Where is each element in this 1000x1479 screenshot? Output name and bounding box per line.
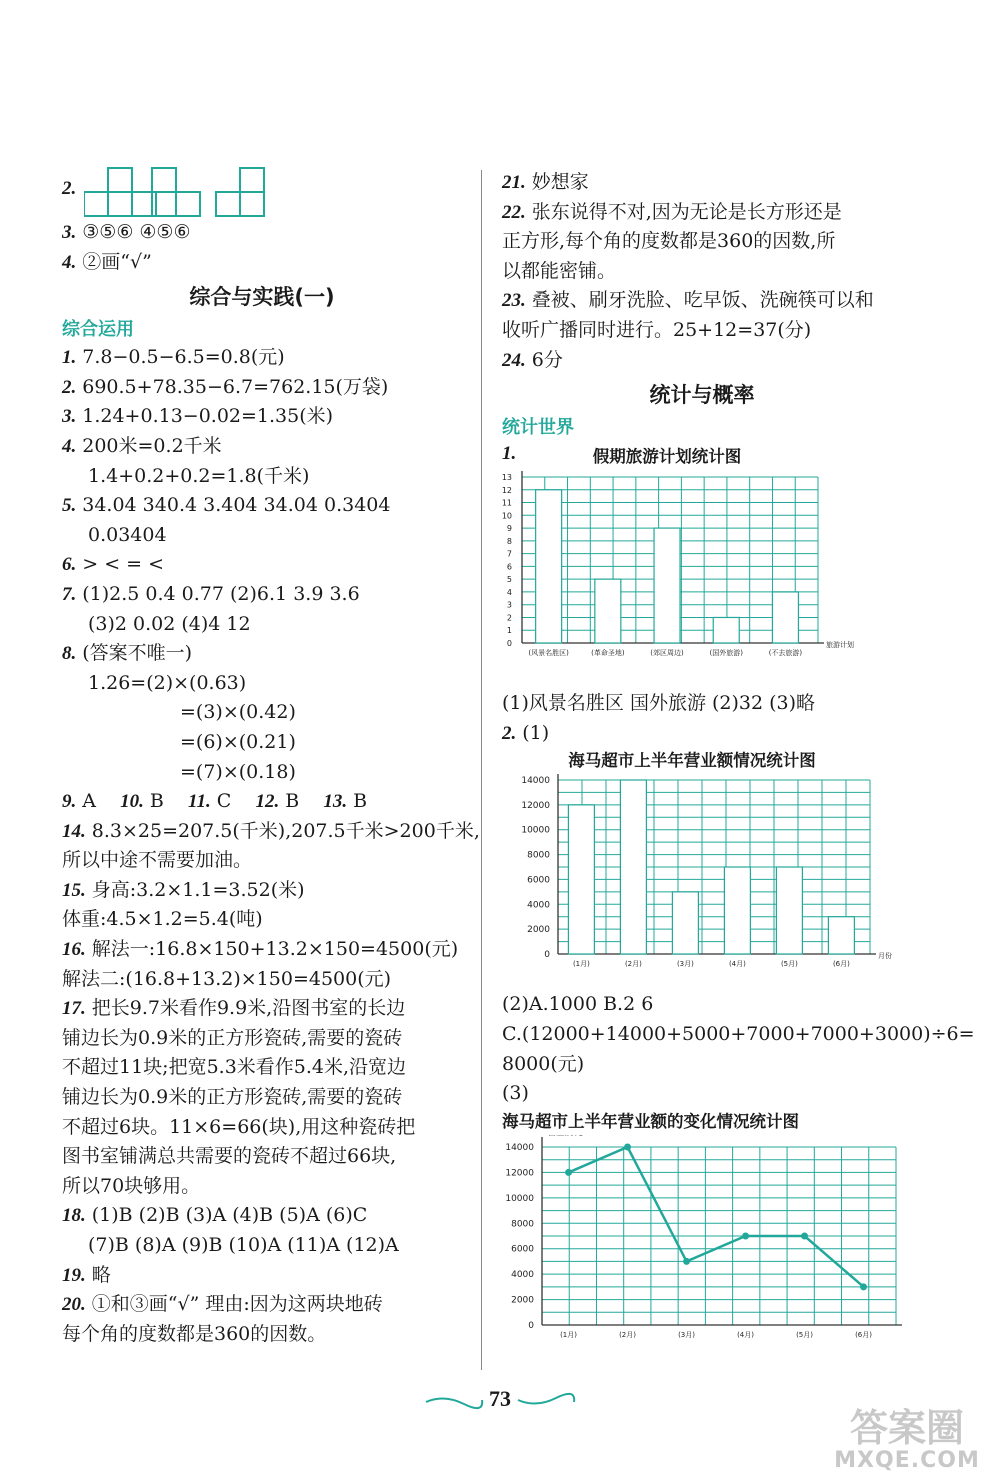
answer-item: 4. 200米=0.2千米 <box>62 434 222 457</box>
answer-continuation: 1.26=(2)×(0.63) <box>88 671 247 694</box>
x-tick-label: (国外旅游) <box>709 649 743 658</box>
y-tick-label: 12 <box>502 485 512 495</box>
bar <box>772 592 798 643</box>
chart-monthly-revenue-bar <box>502 774 902 986</box>
y-tick-label: 3 <box>506 600 512 610</box>
y-axis-label <box>548 1135 583 1137</box>
answer-item: 6. > < = < <box>62 553 165 576</box>
answer-continuation: 不超过6块。11×6=66(块),用这种瓷砖把 <box>62 1115 416 1138</box>
watermark: 答案圈 MXQE.COM <box>834 1406 980 1473</box>
y-tick-label: 4 <box>506 588 512 598</box>
y-tick-label: 12000 <box>505 1168 534 1179</box>
x-axis-label: 旅游计划 <box>826 641 854 650</box>
y-tick-label: 7 <box>506 549 512 559</box>
y-tick-label: 6000 <box>527 875 550 886</box>
right-column <box>502 168 975 1359</box>
answer-continuation: =(6)×(0.21) <box>180 730 296 753</box>
data-point <box>801 1232 808 1239</box>
answer-continuation: 收听广播同时进行。25+12=37(分) <box>502 318 812 341</box>
chart-travel-plan <box>502 471 902 681</box>
answer-item: 19. 略 <box>62 1263 111 1286</box>
bar <box>828 917 854 954</box>
y-tick-label: 10000 <box>505 1193 534 1204</box>
subsection-title: 统计世界 <box>502 417 574 439</box>
bar <box>536 490 562 643</box>
y-tick-label: 6 <box>506 562 512 572</box>
answer-number: 2. <box>62 178 77 199</box>
answer-2-shapes <box>62 162 462 218</box>
x-tick-label: (4月) <box>737 1330 755 1339</box>
x-tick-label: (4月) <box>728 960 746 969</box>
answer-item: 21. 妙想家 <box>502 171 589 193</box>
bar <box>568 805 594 954</box>
y-tick-label: 13 <box>502 473 512 483</box>
answer-continuation: 铺边长为0.9米的正方形瓷砖,需要的瓷砖 <box>62 1086 403 1109</box>
x-tick-label: (6月) <box>855 1330 873 1339</box>
y-tick-label: 2000 <box>527 925 550 936</box>
answer-continuation: =(7)×(0.18) <box>180 760 296 783</box>
answer-continuation: (2)A.1000 B.2 6 <box>502 993 654 1016</box>
chart1-answer: (1)风景名胜区 国外旅游 (2)32 (3)略 <box>502 692 816 715</box>
bar <box>776 867 802 954</box>
y-tick-label: 12000 <box>521 801 550 812</box>
y-tick-label: 4000 <box>527 900 550 911</box>
chart1-header: 1. 假期旅游计划统计图 <box>502 441 902 471</box>
left-column <box>62 162 480 1349</box>
answer-item: 2. 690.5+78.35−6.7=762.15(万袋) <box>62 375 389 398</box>
data-point <box>565 1169 572 1176</box>
right-swirl-ornament <box>516 1392 576 1412</box>
answer-3: 3. ③⑤⑥ ④⑤⑥ <box>62 221 191 243</box>
y-tick-label: 0 <box>544 950 550 961</box>
y-tick-label: 0 <box>506 639 512 649</box>
answer-continuation: 0.03404 <box>88 523 167 546</box>
answer-item: 17. 把长9.7米看作9.9米,沿图书室的长边 <box>62 997 406 1020</box>
bar <box>654 528 680 643</box>
y-tick-label: 0 <box>528 1320 534 1331</box>
answer-continuation: 正方形,每个角的度数都是360的因数,所 <box>502 230 836 253</box>
answer-item: 22. 张东说得不对,因为无论是长方形还是 <box>502 200 842 223</box>
x-tick-label: (5月) <box>780 960 798 969</box>
answer-continuation: 8000(元) <box>502 1052 585 1075</box>
answer-item: 14. 8.3×25=207.5(千米),207.5千米>200千米, <box>62 819 480 842</box>
bar <box>713 618 739 644</box>
answer-continuation: 铺边长为0.9米的正方形瓷砖,需要的瓷砖 <box>62 1026 403 1049</box>
x-tick-label: (5月) <box>796 1330 814 1339</box>
x-tick-label: (不去旅游) <box>768 649 803 658</box>
y-tick-label: 8000 <box>527 850 550 861</box>
y-tick-label: 2000 <box>511 1295 534 1306</box>
section-title: 综合与实践(一) <box>189 285 335 310</box>
answer-item: 24. 6分 <box>502 348 563 371</box>
answer-continuation: 解法二:(16.8+13.2)×150=4500(元) <box>62 967 392 990</box>
answer-continuation: 所以70块够用。 <box>62 1174 201 1197</box>
answer-continuation: (7)B (8)A (9)B (10)A (11)A (12)A <box>88 1234 399 1256</box>
page-number: 73 <box>489 1386 511 1411</box>
answer-continuation: C.(12000+14000+5000+7000+7000+3000)÷6= <box>502 1022 975 1045</box>
data-point <box>624 1143 631 1150</box>
x-tick-label: (3月) <box>676 960 694 969</box>
y-tick-label: 14000 <box>521 776 550 787</box>
answer-item: 7. (1)2.5 0.4 0.77 (2)6.1 3.9 3.6 <box>62 582 360 605</box>
x-tick-label: (2月) <box>624 960 642 969</box>
bar <box>620 780 646 954</box>
x-tick-label: (1月) <box>572 960 590 969</box>
x-tick-label: (6月) <box>832 960 850 969</box>
answer-continuation: 体重:4.5×1.2=5.4(吨) <box>62 908 263 931</box>
data-point <box>742 1232 749 1239</box>
answer-item: 2. (1) <box>502 721 550 744</box>
y-tick-label: 8000 <box>511 1219 534 1230</box>
y-tick-label: 6000 <box>511 1244 534 1255</box>
answer-item: 23. 叠被、刷牙洗脸、吃早饭、洗碗筷可以和 <box>502 289 874 312</box>
subsection-title: 综合运用 <box>62 319 134 341</box>
answer-continuation: (3) <box>502 1082 529 1105</box>
section-title: 统计与概率 <box>649 383 755 408</box>
chart-title: 假期旅游计划统计图 <box>592 447 742 467</box>
y-tick-label: 2 <box>506 613 512 623</box>
answer-item: 18. (1)B (2)B (3)A (4)B (5)A (6)C <box>62 1204 368 1227</box>
answer-item: 5. 34.04 340.4 3.404 34.04 0.3404 <box>62 494 391 517</box>
answer-continuation: 以都能密铺。 <box>502 259 617 282</box>
bar <box>724 867 750 954</box>
answer-continuation: 所以中途不需要加油。 <box>62 849 253 872</box>
answer-continuation: 1.4+0.2+0.2=1.8(千米) <box>88 464 310 487</box>
column-divider <box>481 170 482 1370</box>
chart-monthly-revenue-line <box>502 1135 902 1355</box>
answer-choices-9-13: 9. A 10. B 11. C 12. B 13. B <box>62 790 368 813</box>
answer-item: 16. 解法一:16.8×150+13.2×150=4500(元) <box>62 938 459 961</box>
y-tick-label: 14000 <box>505 1142 534 1153</box>
y-tick-label: 5 <box>506 575 512 585</box>
x-tick-label: (革命圣地) <box>591 649 625 658</box>
cube-view-figures <box>84 162 314 218</box>
answer-4: 4. ②画“√” <box>62 250 152 273</box>
answer-continuation: (3)2 0.02 (4)4 12 <box>88 612 251 635</box>
x-tick-label: (郊区周边) <box>650 649 684 658</box>
answer-continuation: =(3)×(0.42) <box>180 701 296 724</box>
x-tick-label: (3月) <box>678 1330 696 1339</box>
answer-item: 15. 身高:3.2×1.1=3.52(米) <box>62 878 305 901</box>
y-tick-label: 10 <box>502 511 512 521</box>
bar <box>672 892 698 954</box>
series-line <box>569 1147 864 1287</box>
y-tick-label: 11 <box>502 498 512 508</box>
answer-item: 8. (答案不唯一) <box>62 642 193 665</box>
x-axis-label: 月份 <box>878 952 892 961</box>
answer-item: 1. 7.8−0.5−6.5=0.8(元) <box>62 346 285 369</box>
y-tick-label: 1 <box>506 626 512 636</box>
y-tick-label: 8 <box>506 537 512 547</box>
answer-item: 3. 1.24+0.13−0.02=1.35(米) <box>62 405 334 428</box>
bar <box>595 579 621 643</box>
y-tick-label: 9 <box>506 524 512 534</box>
y-tick-label: 10000 <box>521 826 550 837</box>
data-point <box>860 1283 867 1290</box>
x-tick-label: (风景名胜区) <box>528 649 569 658</box>
answer-continuation: 每个角的度数都是360的因数。 <box>62 1322 327 1345</box>
chart-title: 海马超市上半年营业额的变化情况统计图 <box>502 1111 799 1131</box>
data-point <box>683 1258 690 1265</box>
answer-item: 20. ①和③画“√” 理由:因为这两块地砖 <box>62 1293 383 1316</box>
answer-continuation: 不超过11块;把宽5.3米看作5.4米,沿宽边 <box>62 1056 407 1079</box>
chart-title: 海马超市上半年营业额情况统计图 <box>568 751 816 771</box>
x-tick-label: (2月) <box>619 1330 637 1339</box>
x-tick-label: (1月) <box>560 1330 578 1339</box>
answer-continuation: 图书室铺满总共需要的瓷砖不超过66块, <box>62 1145 397 1168</box>
left-swirl-ornament <box>424 1392 484 1412</box>
y-tick-label: 4000 <box>511 1269 534 1280</box>
